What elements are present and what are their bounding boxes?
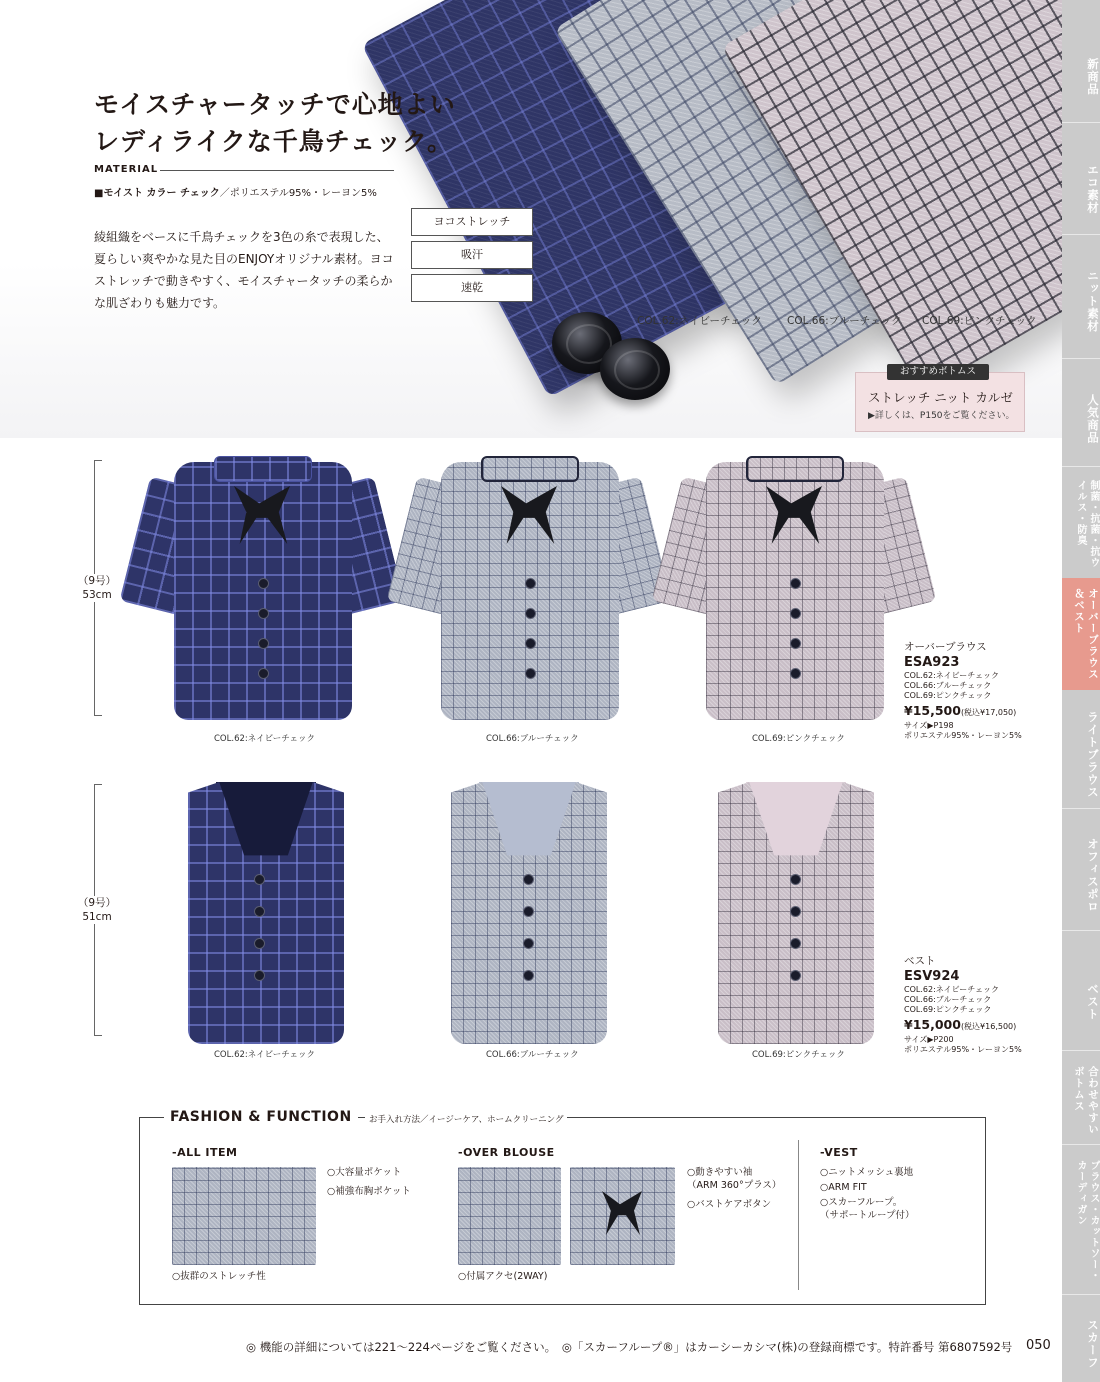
size-page-link[interactable]: サイズ▶P198 (904, 721, 954, 730)
accessory-photo-collar (458, 1167, 561, 1265)
product-type: ベスト (904, 955, 936, 967)
footer-note: ◎ 機能の詳細については221〜224ページをご覧ください。 ◎「スカーフループ®」はカーシーカシマ(株)の登録商標です。特許番号 第6807592号 (246, 1340, 1013, 1354)
care-method-note: お手入れ方法／イージーケア、ホームクリーニング (365, 1113, 567, 1125)
product-code: ESV924 (904, 969, 960, 984)
divider (160, 170, 394, 171)
material-label: MATERIAL (94, 164, 159, 175)
product-code: ESA923 (904, 655, 960, 670)
product-color: COL.62:ネイビーチェック (904, 671, 1000, 680)
vest-photo-pink (718, 782, 874, 1044)
sidebar-item-vest[interactable]: ベスト (1086, 983, 1100, 1021)
product-color: COL.66:ブルーチェック (904, 995, 992, 1004)
blouse-photo-pink (666, 452, 922, 722)
product-price: ¥15,000(税込¥16,500) (904, 1017, 1017, 1032)
blouse-product-info (904, 640, 1022, 741)
sidebar-item-blouse-cardigan[interactable]: ブラウス・カットソー・カーディガン (1075, 1160, 1099, 1281)
vest-photo-navy (188, 782, 344, 1044)
material-spec: ■モイスト カラー チェック／ポリエステル95%・レーヨン5% (94, 188, 377, 199)
blouse-caption-blue: COL.66:ブルーチェック (486, 734, 579, 744)
over-blouse-heading: -OVER BLOUSE (458, 1146, 555, 1159)
all-item-heading: -ALL ITEM (172, 1146, 238, 1159)
page-number: 050 (1026, 1338, 1051, 1353)
material-description: 綾組織をベースに千鳥チェックを3色の糸で表現した、夏らしい爽やかな見た目のENJOYオリジナル素材。ヨコストレッチで動きやすく、モイスチャータッチの柔らかな肌ざわりも魅力です。 (94, 230, 394, 310)
fashion-function-title: FASHION & FUNCTION (164, 1109, 358, 1125)
size-page-link[interactable]: サイズ▶P200 (904, 1035, 954, 1044)
blouse-length-label: （9号） 53cm (72, 574, 122, 602)
feature-tag-absorb: 吸汗 (411, 241, 533, 269)
vest-photo-blue (451, 782, 607, 1044)
page-headline: モイスチャータッチで心地よい レディライクな千鳥チェック。 (94, 90, 456, 156)
product-composition: ポリエステル95%・レーヨン5% (904, 1045, 1022, 1054)
blouse-photo-blue (401, 452, 657, 722)
blouse-photo-navy (134, 452, 390, 722)
sidebar-item-popular[interactable]: 人気商品 (1086, 394, 1100, 444)
stretch-detail-photo (172, 1167, 316, 1265)
all-item-features: ○大容量ポケット ○補強布胸ポケット (327, 1167, 411, 1197)
vest-features: ○ニットメッシュ裏地 ○ARM FIT ○スカーフループ。 （サポートループ付） (820, 1167, 915, 1221)
product-color: COL.62:ネイビーチェック (904, 985, 1000, 994)
product-color: COL.69:ピンクチェック (904, 1005, 992, 1014)
blouse-caption-pink: COL.69:ピンクチェック (752, 734, 845, 744)
product-color: COL.69:ピンクチェック (904, 691, 992, 700)
sidebar-item-bottoms[interactable]: 合わせやすいボトムス (1073, 1066, 1099, 1135)
recommend-title: ストレッチ ニット カルゼ (868, 390, 1013, 405)
product-price: ¥15,500(税込¥17,050) (904, 703, 1017, 718)
feature-tag-quickdry: 速乾 (411, 274, 533, 302)
all-item-photo-caption: ○抜群のストレッチ性 (172, 1271, 266, 1282)
divider (798, 1140, 799, 1290)
vest-caption-pink: COL.69:ピンクチェック (752, 1050, 845, 1060)
vest-heading: -VEST (820, 1146, 858, 1159)
feature-tag-stretch: ヨコストレッチ (411, 208, 533, 236)
fabric-color-caption: COL.62:ネイビーチェック (637, 315, 762, 327)
vest-length-label: （9号） 51cm (72, 896, 122, 924)
button-sample (600, 338, 670, 400)
vest-caption-blue: COL.66:ブルーチェック (486, 1050, 579, 1060)
product-type: オーバーブラウス (904, 641, 987, 653)
vest-caption-navy: COL.62:ネイビーチェック (214, 1050, 315, 1060)
category-sidebar (1062, 0, 1100, 1382)
sidebar-item-new[interactable]: 新商品 (1086, 58, 1100, 96)
recommend-badge: おすすめボトムス (887, 364, 989, 380)
over-blouse-features: ○動きやすい袖 （ARM 360°プラス） ○バストケアボタン (687, 1167, 782, 1210)
fabric-color-caption: COL.69:ピンクチェック (922, 315, 1037, 327)
sidebar-item-eco[interactable]: エコ素材 (1086, 164, 1100, 214)
sidebar-item-overblouse-vest[interactable]: オーバーブラウス＆ベスト (1062, 578, 1100, 690)
blouse-caption-navy: COL.62:ネイビーチェック (214, 734, 315, 744)
product-color: COL.66:ブルーチェック (904, 681, 992, 690)
sidebar-item-scarf[interactable]: スカーフ (1086, 1319, 1100, 1369)
recommend-link-note[interactable]: ▶詳しくは、P150をご覧ください。 (868, 411, 1015, 421)
accessory-photo-bow (570, 1167, 675, 1265)
product-composition: ポリエステル95%・レーヨン5% (904, 731, 1022, 740)
sidebar-item-knit[interactable]: ニット素材 (1086, 269, 1100, 333)
sidebar-item-office-polo[interactable]: オフィスポロ (1086, 837, 1100, 913)
vest-product-info (904, 954, 1022, 1055)
over-blouse-photo-caption: ○付属アクセ(2WAY) (458, 1271, 548, 1282)
fabric-color-caption: COL.66:ブルーチェック (787, 315, 902, 327)
sidebar-item-light-blouse[interactable]: ライトブラウス (1086, 711, 1100, 799)
sidebar-item-antibacterial[interactable]: 制菌・抗菌・抗ウイルス・防臭 (1075, 480, 1099, 568)
